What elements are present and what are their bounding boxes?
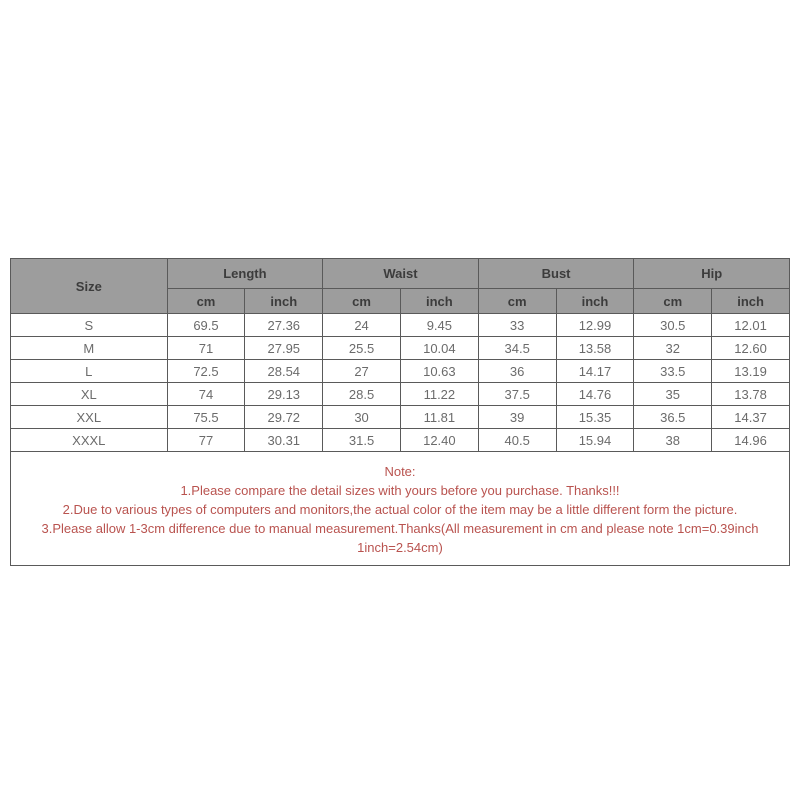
- column-header-size: Size: [11, 259, 168, 314]
- cell-value: 69.5: [167, 314, 245, 337]
- table-row-xxl: [11, 406, 790, 429]
- size-label: S: [11, 314, 168, 337]
- cell-value: 30: [323, 406, 401, 429]
- cell-value: 13.58: [556, 337, 634, 360]
- cell-value: 33.5: [634, 360, 712, 383]
- unit-header-waist-inch: inch: [400, 289, 478, 314]
- note-line-3: 3.Please allow 1-3cm difference due to manual measurement.Thanks(All measurement in cm and please note 1cm=0.39inch 1inch=2.54cm): [41, 521, 759, 555]
- column-header-length: Length: [167, 259, 323, 289]
- cell-value: 13.78: [712, 383, 790, 406]
- note-line-1: 1.Please compare the detail sizes with yours before you purchase. Thanks!!!: [180, 483, 620, 498]
- table-row-xl: [11, 383, 790, 406]
- cell-value: 12.99: [556, 314, 634, 337]
- cell-value: 14.17: [556, 360, 634, 383]
- table-row-xxxl: [11, 429, 790, 452]
- size-label: M: [11, 337, 168, 360]
- cell-value: 15.94: [556, 429, 634, 452]
- cell-value: 35: [634, 383, 712, 406]
- cell-value: 11.81: [400, 406, 478, 429]
- unit-header-bust-inch: inch: [556, 289, 634, 314]
- unit-header-bust-cm: cm: [478, 289, 556, 314]
- cell-value: 40.5: [478, 429, 556, 452]
- note-cell: [11, 452, 790, 566]
- cell-value: 14.76: [556, 383, 634, 406]
- cell-value: 12.60: [712, 337, 790, 360]
- unit-header-hip-inch: inch: [712, 289, 790, 314]
- column-header-hip: Hip: [634, 259, 790, 289]
- unit-header-length-inch: inch: [245, 289, 323, 314]
- cell-value: 38: [634, 429, 712, 452]
- cell-value: 14.96: [712, 429, 790, 452]
- cell-value: 30.5: [634, 314, 712, 337]
- size-chart-table: [10, 258, 790, 566]
- cell-value: 33: [478, 314, 556, 337]
- size-label: XXL: [11, 406, 168, 429]
- cell-value: 27.36: [245, 314, 323, 337]
- cell-value: 10.04: [400, 337, 478, 360]
- cell-value: 24: [323, 314, 401, 337]
- cell-value: 29.72: [245, 406, 323, 429]
- cell-value: 27: [323, 360, 401, 383]
- cell-value: 31.5: [323, 429, 401, 452]
- size-label: XXXL: [11, 429, 168, 452]
- cell-value: 11.22: [400, 383, 478, 406]
- cell-value: 32: [634, 337, 712, 360]
- note-block: [15, 462, 785, 557]
- cell-value: 10.63: [400, 360, 478, 383]
- column-header-bust: Bust: [478, 259, 634, 289]
- cell-value: 30.31: [245, 429, 323, 452]
- cell-value: 72.5: [167, 360, 245, 383]
- group-header-row: [11, 259, 790, 289]
- note-line-2: 2.Due to various types of computers and monitors,the actual color of the item may be a little different form the picture.: [62, 502, 738, 517]
- cell-value: 36.5: [634, 406, 712, 429]
- cell-value: 25.5: [323, 337, 401, 360]
- size-chart-container: [10, 258, 790, 566]
- cell-value: 28.54: [245, 360, 323, 383]
- size-label: L: [11, 360, 168, 383]
- cell-value: 77: [167, 429, 245, 452]
- cell-value: 14.37: [712, 406, 790, 429]
- note-title: Note:: [384, 464, 416, 479]
- cell-value: 29.13: [245, 383, 323, 406]
- cell-value: 27.95: [245, 337, 323, 360]
- table-row-s: [11, 314, 790, 337]
- cell-value: 36: [478, 360, 556, 383]
- table-row-l: [11, 360, 790, 383]
- size-label: XL: [11, 383, 168, 406]
- unit-header-hip-cm: cm: [634, 289, 712, 314]
- unit-header-waist-cm: cm: [323, 289, 401, 314]
- cell-value: 28.5: [323, 383, 401, 406]
- cell-value: 15.35: [556, 406, 634, 429]
- cell-value: 12.40: [400, 429, 478, 452]
- cell-value: 39: [478, 406, 556, 429]
- cell-value: 74: [167, 383, 245, 406]
- note-row: [11, 452, 790, 566]
- cell-value: 37.5: [478, 383, 556, 406]
- cell-value: 12.01: [712, 314, 790, 337]
- cell-value: 13.19: [712, 360, 790, 383]
- cell-value: 71: [167, 337, 245, 360]
- cell-value: 34.5: [478, 337, 556, 360]
- column-header-waist: Waist: [323, 259, 479, 289]
- unit-header-length-cm: cm: [167, 289, 245, 314]
- cell-value: 9.45: [400, 314, 478, 337]
- cell-value: 75.5: [167, 406, 245, 429]
- table-row-m: [11, 337, 790, 360]
